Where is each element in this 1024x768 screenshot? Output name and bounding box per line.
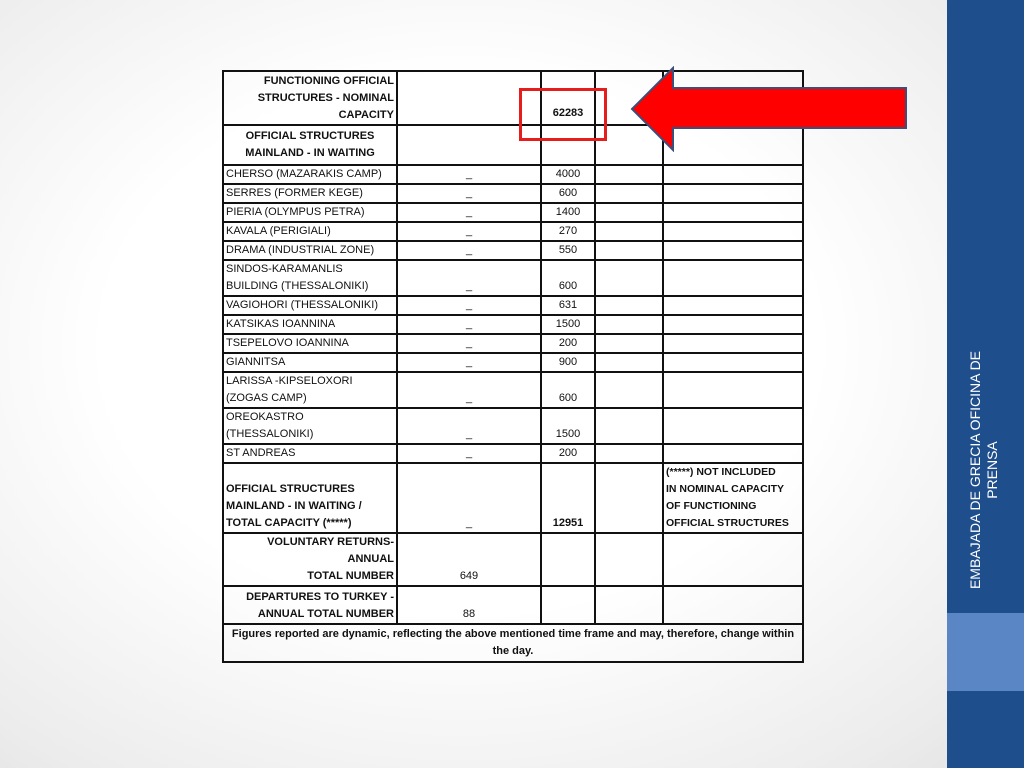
capacity-table-summary (223, 463, 803, 662)
empty-cell (663, 334, 803, 353)
structure-name: DRAMA (INDUSTRIAL ZONE) (223, 241, 397, 260)
structure-capacity: 270 (541, 222, 595, 241)
departures-row (223, 586, 803, 624)
empty-cell (595, 353, 663, 372)
empty-cell (541, 533, 595, 586)
structure-capacity: 600 (541, 260, 595, 296)
structure-name: GIANNITSA (223, 353, 397, 372)
empty-cell (595, 184, 663, 203)
empty-cell (595, 260, 663, 296)
structure-row (223, 203, 803, 222)
structure-name: TSEPELOVO IOANNINA (223, 334, 397, 353)
structure-name: PIERIA (OLYMPUS PETRA) (223, 203, 397, 222)
structure-name: KATSIKAS IOANNINA (223, 315, 397, 334)
empty-cell (663, 241, 803, 260)
structure-row (223, 165, 803, 184)
structure-name: SERRES (FORMER KEGE) (223, 184, 397, 203)
structure-row (223, 334, 803, 353)
structure-dash: _ (397, 372, 541, 408)
total-note-line-1: (*****) NOT INCLUDED (666, 466, 776, 478)
empty-cell (595, 165, 663, 184)
total-label-line-3: TOTAL CAPACITY (*****) (226, 517, 352, 529)
structure-row (223, 184, 803, 203)
sidebar-accent (947, 613, 1024, 691)
empty-cell (663, 533, 803, 586)
voluntary-returns-label (223, 533, 397, 586)
empty-cell (595, 334, 663, 353)
empty-cell (663, 184, 803, 203)
empty-cell (595, 444, 663, 463)
structure-row (223, 444, 803, 463)
empty-cell (595, 586, 663, 624)
structure-row (223, 222, 803, 241)
structure-capacity: 1400 (541, 203, 595, 222)
structure-capacity: 600 (541, 184, 595, 203)
empty-cell (595, 408, 663, 444)
structure-dash: _ (397, 165, 541, 184)
total-dash: _ (397, 463, 541, 533)
structure-capacity: 600 (541, 372, 595, 408)
total-note-line-4: OFFICIAL STRUCTURES (666, 517, 789, 529)
structure-row (223, 408, 803, 444)
total-value: 12951 (541, 463, 595, 533)
empty-cell (663, 203, 803, 222)
structure-capacity: 4000 (541, 165, 595, 184)
structure-dash: _ (397, 353, 541, 372)
voluntary-returns-value: 649 (397, 533, 541, 586)
empty-cell (663, 408, 803, 444)
structure-capacity: 1500 (541, 408, 595, 444)
total-label-line-1: OFFICIAL STRUCTURES (226, 483, 355, 495)
empty-cell (663, 315, 803, 334)
structure-dash: _ (397, 241, 541, 260)
voluntary-returns-row (223, 533, 803, 586)
structure-capacity: 200 (541, 444, 595, 463)
waiting-header-label (223, 125, 397, 165)
empty-cell (663, 444, 803, 463)
structure-row (223, 315, 803, 334)
structure-row (223, 260, 803, 296)
sidebar-caption (967, 345, 1001, 595)
waiting-header-line-1: OFFICIAL STRUCTURES (245, 130, 375, 142)
structure-dash: _ (397, 334, 541, 353)
sidebar-caption-line-1: EMBAJADA DE GRECIA OFICINA DE (967, 350, 983, 590)
structure-capacity: 200 (541, 334, 595, 353)
total-row (223, 463, 803, 533)
highlight-box (519, 88, 607, 141)
footnote: Figures reported are dynamic, reflecting the above mentioned time frame and may, therefore, change within the day. (223, 624, 803, 662)
departures-label-line-1: DEPARTURES TO TURKEY - (246, 591, 394, 603)
functioning-label-line-1: FUNCTIONING OFFICIAL (263, 75, 394, 87)
empty-cell (663, 222, 803, 241)
structure-capacity: 631 (541, 296, 595, 315)
total-note-line-3: OF FUNCTIONING (666, 500, 757, 512)
empty-cell (595, 222, 663, 241)
empty-cell (595, 315, 663, 334)
structure-dash: _ (397, 408, 541, 444)
nominal-capacity-value: 62283 (541, 71, 595, 125)
left-arrow-shape (632, 68, 906, 150)
empty-cell (595, 296, 663, 315)
structure-dash: _ (397, 203, 541, 222)
structure-name: VAGIOHORI (THESSALONIKI) (223, 296, 397, 315)
structure-row (223, 241, 803, 260)
empty-cell (595, 463, 663, 533)
total-note (663, 463, 803, 533)
structure-row (223, 372, 803, 408)
total-note-line-2: IN NOMINAL CAPACITY (666, 483, 785, 495)
structure-row (223, 353, 803, 372)
voluntary-label-line-2: TOTAL NUMBER (307, 570, 394, 582)
departures-value: 88 (397, 586, 541, 624)
capacity-table (222, 70, 804, 663)
functioning-label-line-3: CAPACITY (338, 109, 394, 121)
empty-cell (663, 296, 803, 315)
waiting-header-line-2: MAINLAND - IN WAITING (245, 147, 375, 159)
empty-cell (663, 260, 803, 296)
structure-name: SINDOS-KARAMANLIS BUILDING (THESSALONIKI) (223, 260, 397, 296)
empty-cell (663, 353, 803, 372)
structure-name: OREOKASTRO (THESSALONIKI) (223, 408, 397, 444)
structure-name: KAVALA (PERIGIALI) (223, 222, 397, 241)
structure-capacity: 1500 (541, 315, 595, 334)
empty-cell (595, 241, 663, 260)
empty-cell (595, 203, 663, 222)
empty-cell (595, 372, 663, 408)
empty-cell (663, 586, 803, 624)
footnote-row (223, 624, 803, 662)
structure-capacity: 900 (541, 353, 595, 372)
departures-label-line-2: ANNUAL TOTAL NUMBER (257, 608, 394, 620)
total-label-line-2: MAINLAND - IN WAITING / (226, 500, 362, 512)
left-arrow-icon (630, 66, 910, 152)
structure-dash: _ (397, 184, 541, 203)
total-label (223, 463, 397, 533)
functioning-label (223, 71, 397, 125)
structure-name: CHERSO (MAZARAKIS CAMP) (223, 165, 397, 184)
sidebar-caption-line-2: PRENSA (984, 441, 1000, 499)
structure-row (223, 296, 803, 315)
structure-name: ST ANDREAS (223, 444, 397, 463)
departures-label (223, 586, 397, 624)
structure-name: LARISSA -KIPSELOXORI (ZOGAS CAMP) (223, 372, 397, 408)
empty-cell (663, 165, 803, 184)
structure-dash: _ (397, 296, 541, 315)
empty-cell (541, 586, 595, 624)
structure-dash: _ (397, 315, 541, 334)
structures-rows (223, 165, 803, 463)
structure-dash: _ (397, 260, 541, 296)
structure-dash: _ (397, 222, 541, 241)
empty-cell (663, 372, 803, 408)
structure-capacity: 550 (541, 241, 595, 260)
functioning-label-line-2: STRUCTURES - NOMINAL (257, 92, 394, 104)
structure-dash: _ (397, 444, 541, 463)
voluntary-label-line-1: VOLUNTARY RETURNS-ANNUAL (267, 536, 394, 565)
empty-cell (595, 533, 663, 586)
